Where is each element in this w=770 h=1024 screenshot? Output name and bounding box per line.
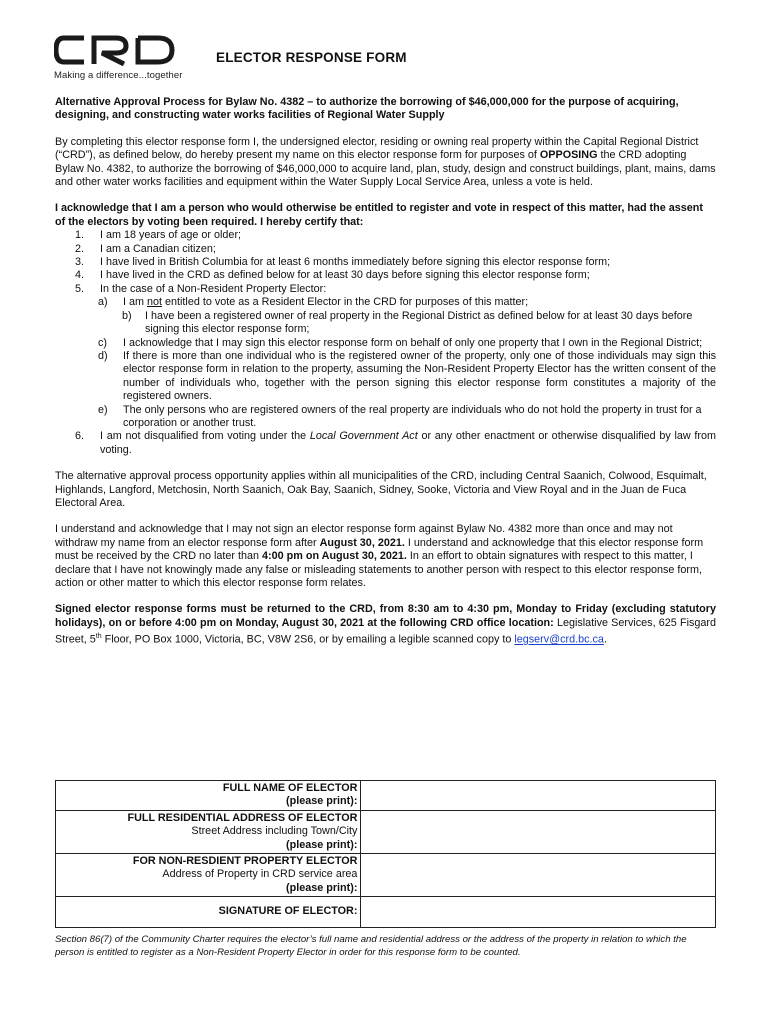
nonresident-label: FOR NON-RESDIENT PROPERTY ELECTOR <box>132 855 358 868</box>
condition-item <box>55 269 716 282</box>
sub-condition-text: The only persons who are registered owners of the real property are individuals who do not hold the property in trust for a corporation or another trust. <box>123 403 702 429</box>
condition-number: 2. <box>75 242 85 255</box>
signature-field[interactable] <box>361 897 716 927</box>
address-field[interactable] <box>361 810 716 853</box>
name-field[interactable] <box>361 781 716 811</box>
condition-text: I am not disqualified from voting under the <box>100 430 310 443</box>
understand-paragraph <box>55 523 716 590</box>
condition-text: I am a Canadian citizen; <box>100 242 216 255</box>
sub-condition-item <box>55 404 716 431</box>
sub-condition-item <box>55 337 716 350</box>
sub-condition-item <box>55 350 716 404</box>
sub-conditions-list <box>100 296 716 430</box>
condition-number: 3. <box>75 256 85 269</box>
understand-text: In an effort to obtain signatures with respect to this matter, I declare that I have not knowingly made any false or misleading statements to another person with respect to this elector response form, action or other matter to which this elector response form relates. <box>55 550 702 589</box>
crd-logo-icon <box>54 34 176 66</box>
sub-condition-text: I acknowledge that I may sign this elector response form on behalf of only one property that I own in the Regional District; <box>123 336 703 349</box>
condition-text: or any other enactment or otherwise disqualified by law from voting. <box>100 430 717 456</box>
signature-label-cell <box>56 897 361 927</box>
address-label-cell <box>56 810 361 853</box>
intro-paragraph <box>55 136 716 190</box>
intro-text-2: the CRD adopting Bylaw No. 4382, to authorize the borrowing of $46,000,000 to acquire land, plan, study, design and construct buildings, plant, mains, dams and other water works facilities and equipment within the Water Supply Local Service Area, unless a vote is held. <box>55 149 716 189</box>
address-row <box>56 810 716 853</box>
name-label-cell <box>56 781 361 811</box>
understand-text: I understand and acknowledge that this elector response form must be received by the CRD no later than <box>55 536 704 563</box>
sub-condition-letter: c) <box>98 336 107 349</box>
nonresident-label-cell <box>56 854 361 897</box>
sub-condition-text: I am <box>123 296 147 309</box>
condition-item <box>55 283 716 430</box>
sub-condition-underlined: not <box>147 296 163 309</box>
name-label-print: (please print): <box>286 795 358 808</box>
condition-item <box>55 229 716 242</box>
condition-item <box>55 243 716 256</box>
acknowledge-heading: I acknowledge that I am a person who would otherwise be entitled to register and vote in respect of this matter, had the assent of the electors by voting been required. I hereby certify that: <box>55 202 703 228</box>
sub-condition-letter: d) <box>98 349 108 362</box>
condition-number: 1. <box>75 229 85 242</box>
condition-text: In the case of a Non-Resident Property Elector: <box>100 282 327 295</box>
nonresident-sublabel: Address of Property in CRD service area <box>162 868 358 881</box>
sub-condition-item <box>55 296 716 309</box>
deadline-time: 4:00 pm on August 30, 2021. <box>262 550 407 563</box>
sub-condition-letter: a) <box>98 296 108 309</box>
logo-tagline: Making a difference...together <box>54 70 183 81</box>
name-row <box>56 781 716 811</box>
condition-text: I have lived in British Columbia for at least 6 months immediately before signing this elector response form; <box>100 256 611 269</box>
return-instructions-bold: Signed elector response forms must be returned to the CRD, from 8:30 am to 4:30 pm, Monday to Friday (excluding statutory holidays), on or before 4:00 pm on Monday, August 30, 2021 at the following CRD office location: <box>55 603 716 629</box>
intro-opposing: OPPOSING <box>539 149 598 162</box>
nonresident-address-field[interactable] <box>361 854 716 897</box>
name-label: FULL NAME OF ELECTOR <box>222 782 358 794</box>
intro-text-1: By completing this elector response form I, the undersigned elector, residing or owning real property within the Capital Regional District (“CRD”), as defined below, do hereby present my name on this elector response form for purposes of <box>55 135 699 162</box>
condition-number: 4. <box>75 269 85 282</box>
nonresident-label-print: (please print): <box>286 881 358 894</box>
return-address: Legislative Services, 625 Fisgard Street, 5 <box>55 616 716 646</box>
floor-suffix: th <box>95 633 102 641</box>
sub-condition-text: I have been a registered owner of real property in the Regional District as defined below for at least 30 days before signing this elector response form; <box>145 309 693 336</box>
sub-condition-text: If there is more than one individual who is the registered owner of the property, only one of those individuals may sign this elector response form in relation to the property, assuming the Non-Resident Property Elector has the written consent of the number of individuals who, together with the person signing this elector response form constitutes a majority of the registered owners. <box>123 349 716 403</box>
understand-text: I understand and acknowledge that I may not sign an elector response form against Bylaw No. 4382 more than once and may not withdraw my name from an elector response form after <box>55 523 673 549</box>
nonresident-row <box>56 854 716 897</box>
return-end: . <box>603 633 607 646</box>
form-title: ELECTOR RESPONSE FORM <box>216 50 407 65</box>
address-label-print: (please print): <box>286 838 358 851</box>
sub-condition-letter: e) <box>98 403 108 416</box>
sub-condition-text: entitled to vote as a Resident Elector in the CRD for purposes of this matter; <box>162 296 529 309</box>
elector-info-table <box>55 780 716 928</box>
condition-act-title: Local Government Act <box>309 430 418 443</box>
deadline-date: August 30, 2021. <box>319 536 405 549</box>
return-instructions <box>55 603 716 647</box>
return-address: Floor, PO Box 1000, Victoria, BC, V8W 2S6, or by emailing a legible scanned copy to <box>101 633 515 646</box>
condition-item <box>55 430 716 457</box>
condition-number: 6. <box>75 430 85 443</box>
signature-row <box>56 897 716 927</box>
condition-text: I have lived in the CRD as defined below for at least 30 days before signing this elector response form; <box>100 269 590 282</box>
condition-item <box>55 256 716 269</box>
legal-footnote: Section 86(7) of the Community Charter requires the elector’s full name and residential address or the address of the property in relation to which the person is entitled to register as a Non-Resident Property Elector in order for this response form to be counted. <box>55 934 687 959</box>
condition-number: 5. <box>75 282 85 295</box>
form-body <box>55 96 716 647</box>
address-sublabel: Street Address including Town/City <box>191 825 358 838</box>
conditions-list <box>55 229 716 457</box>
applies-paragraph: The alternative approval process opportunity applies within all municipalities of the CRD, including Central Saanich, Colwood, Esquimalt, Highlands, Langford, Metchosin, North Saanich, Oak Bay, Saanich, Sidney, Sooke, Victoria and View Royal and in the Juan de Fuca Electoral Area. <box>55 470 707 509</box>
condition-text: I am 18 years of age or older; <box>100 229 242 242</box>
signature-label: SIGNATURE OF ELECTOR: <box>218 905 358 918</box>
form-subtitle: Alternative Approval Process for Bylaw No. 4382 – to authorize the borrowing of $46,000,000 for the purpose of acquiring, designing, and constructing water works facilities of Regional Water Supply <box>55 96 679 122</box>
sub-condition-letter: b) <box>122 309 132 322</box>
sub-condition-item <box>55 310 716 337</box>
address-label: FULL RESIDENTIAL ADDRESS OF ELECTOR <box>127 811 358 824</box>
email-link[interactable]: legserv@crd.bc.ca <box>514 633 604 646</box>
